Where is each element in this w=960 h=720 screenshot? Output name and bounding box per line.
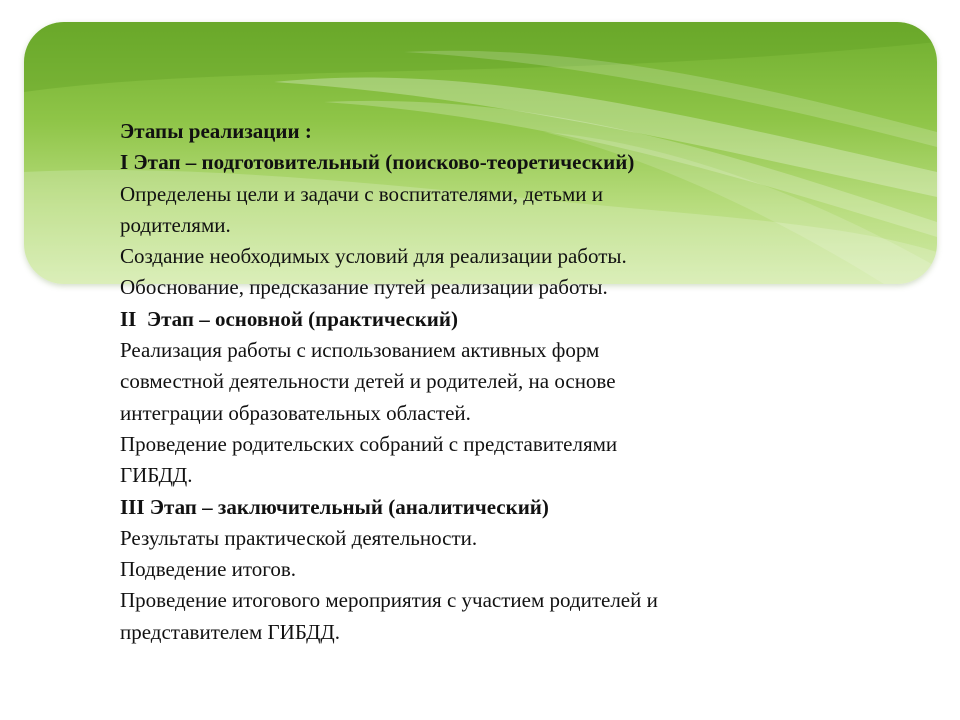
stage-2-line: ГИБДД. xyxy=(120,463,193,488)
stage-2-line: Проведение родительских собраний с представителями xyxy=(120,431,618,456)
stage-3-line: Проведение итогового мероприятия с участием родителей и xyxy=(120,588,658,613)
stage-1-heading: I Этап – подготовительный (поисково-теоретический) xyxy=(120,150,635,175)
stage-2-line: совместной деятельности детей и родителей, на основе xyxy=(120,369,616,394)
stage-1-line: родителями. xyxy=(120,212,231,237)
stage-1-line: Определены цели и задачи с воспитателями, детьми и xyxy=(120,181,604,206)
stages-text-block xyxy=(120,116,880,648)
stage-1-line: Создание необходимых условий для реализации работы. xyxy=(120,244,627,269)
stage-1-line: Обоснование, предсказание путей реализации работы. xyxy=(120,275,608,300)
stage-3-line: представителем ГИБДД. xyxy=(120,619,340,644)
stage-3-heading: III Этап – заключительный (аналитический) xyxy=(120,494,549,519)
stage-2-line: интеграции образовательных областей. xyxy=(120,400,471,425)
stage-3-line: Подведение итогов. xyxy=(120,557,297,582)
stage-2-heading: II Этап – основной (практический) xyxy=(120,306,458,331)
slide-title: Этапы реализации : xyxy=(120,119,312,143)
stage-3-line: Результаты практической деятельности. xyxy=(120,525,478,550)
stage-2-line: Реализация работы с использованием активных форм xyxy=(120,338,600,363)
